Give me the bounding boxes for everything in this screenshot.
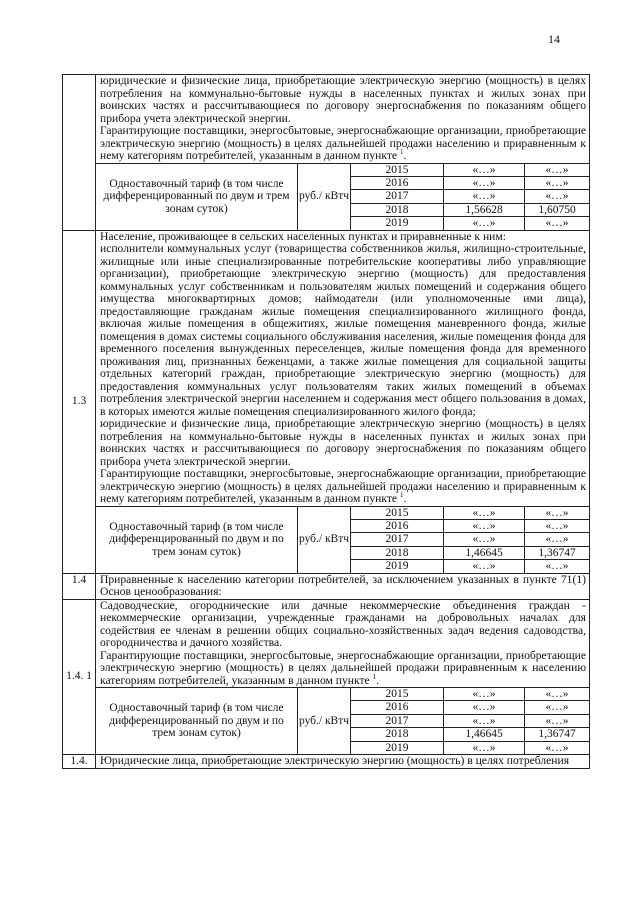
row-number: 1.4 bbox=[63, 573, 96, 599]
value-second-half: «…» bbox=[525, 190, 590, 203]
paragraph: юридические и физические лица, приобретающие электрическую энергию (мощность) в целях потребления на коммунально-бытовые нужды в населенных пунктах и жилых зонах при воинских частях и рассчитывающиеся по договору энергоснабжения по показаниям общего прибора учета электрической энергии. bbox=[100, 417, 586, 468]
value-first-half: 1,46645 bbox=[444, 728, 525, 741]
value-first-half: «…» bbox=[444, 176, 525, 189]
table-row bbox=[63, 75, 590, 231]
value-first-half: «…» bbox=[444, 741, 525, 754]
tariff-label: Одноставочный тариф (в том числе дифференцированный по двум и по трем зонам суток) bbox=[96, 506, 298, 573]
value-second-half: «…» bbox=[525, 701, 590, 714]
value-second-half: «…» bbox=[525, 714, 590, 727]
value-first-half: «…» bbox=[444, 163, 525, 176]
page-number: 14 bbox=[548, 32, 560, 46]
row-number: 1.4. 1 bbox=[63, 599, 96, 755]
tariff-label: Одноставочный тариф (в том числе дифференцированный по двум и по трем зонам суток) bbox=[96, 688, 298, 755]
value-second-half: «…» bbox=[525, 176, 590, 189]
year-cell: 2015 bbox=[351, 163, 444, 176]
row-number: 1.4. bbox=[63, 755, 96, 769]
year-cell: 2019 bbox=[351, 741, 444, 754]
tariff-unit: руб./ кВтч bbox=[298, 506, 351, 573]
value-second-half: «…» bbox=[525, 560, 590, 573]
row-content bbox=[96, 599, 590, 755]
year-cell: 2017 bbox=[351, 714, 444, 727]
paragraph: Юридические лица, приобретающие электрическую энергию (мощность) в целях потребления bbox=[100, 754, 570, 768]
year-cell: 2015 bbox=[351, 506, 444, 519]
year-cell: 2018 bbox=[351, 728, 444, 741]
row-number: 1.3 bbox=[63, 230, 96, 573]
value-first-half: «…» bbox=[444, 560, 525, 573]
paragraph: Садоводческие, огороднические или дачные некоммерческие объединения граждан - некоммерческие организации, учрежденные гражданами на добровольных началах для содействия ее членам в решении общих социально-хозяйственных задач ведения садоводства, огородничества и дачного хозяйства. bbox=[100, 598, 586, 650]
row-number bbox=[63, 75, 96, 231]
year-cell: 2018 bbox=[351, 203, 444, 216]
table-row bbox=[63, 573, 590, 599]
value-second-half: 1,60750 bbox=[525, 203, 590, 216]
tariff-table bbox=[96, 506, 589, 573]
value-first-half: «…» bbox=[444, 714, 525, 727]
year-cell: 2017 bbox=[351, 190, 444, 203]
paragraph: Гарантирующие поставщики, энергосбытовые, энергоснабжающие организации, приобретающие электрическую энергию (мощность) в целях дальнейшей продажи населению и приравненным к нему категориям потребителей, указанным в данном пункте $^1$. bbox=[100, 467, 586, 506]
value-first-half: «…» bbox=[444, 217, 525, 230]
value-first-half: 1,46645 bbox=[444, 546, 525, 559]
table-row bbox=[63, 230, 590, 573]
year-cell: 2019 bbox=[351, 560, 444, 573]
value-second-half: 1,36747 bbox=[525, 546, 590, 559]
tariff-document-table bbox=[62, 74, 590, 769]
value-first-half: «…» bbox=[444, 688, 525, 701]
tariff-table bbox=[96, 163, 589, 230]
value-first-half: «…» bbox=[444, 190, 525, 203]
value-second-half: «…» bbox=[525, 217, 590, 230]
tariff-table bbox=[96, 687, 589, 754]
value-second-half: «…» bbox=[525, 519, 590, 532]
value-first-half: «…» bbox=[444, 701, 525, 714]
value-second-half: 1,36747 bbox=[525, 728, 590, 741]
year-cell: 2016 bbox=[351, 176, 444, 189]
row-content bbox=[96, 75, 590, 231]
value-second-half: «…» bbox=[525, 163, 590, 176]
row-content bbox=[96, 573, 590, 599]
table-row bbox=[63, 599, 590, 755]
value-second-half: «…» bbox=[525, 688, 590, 701]
value-second-half: «…» bbox=[525, 533, 590, 546]
paragraph: Гарантирующие поставщики, энергосбытовые, энергоснабжающие организации, приобретающие электрическую энергию (мощность) в целях дальнейшей продажи населению и приравненным к нему категориям потребителей, указанным в данном пункте $^1$. bbox=[100, 124, 586, 162]
paragraph: юридические и физические лица, приобретающие электрическую энергию (мощность) в целях потребления на коммунально-бытовые нужды в населенных пунктах и жилых зонах при воинских частях и рассчитывающиеся по договору энергоснабжения по показаниям общего прибора учета электрической энергии. bbox=[100, 74, 586, 125]
year-cell: 2015 bbox=[351, 688, 444, 701]
footnote-ref: 1 bbox=[399, 148, 404, 157]
year-cell: 2018 bbox=[351, 546, 444, 559]
value-first-half: 1,56628 bbox=[444, 203, 525, 216]
row-content bbox=[96, 755, 590, 769]
value-first-half: «…» bbox=[444, 506, 525, 519]
year-cell: 2017 bbox=[351, 533, 444, 546]
year-cell: 2016 bbox=[351, 519, 444, 532]
tariff-unit: руб./ кВтч bbox=[298, 163, 351, 230]
table-row bbox=[63, 755, 590, 769]
footnote-ref: 1 bbox=[372, 672, 377, 681]
paragraph: исполнители коммунальных услуг (товарищества собственников жилья, жилищно-строительные, жилищные или иные специализированные потребительские кооперативы либо управляющие организации), приобретающие электрическую энергию (мощность) для предоставления коммунальных услуг собственникам и пользователям жилых помещений и содержания общего имущества многоквартирных домов; наймодатели (или уполномоченные ими лица), предоставляющие гражданам жилые помещения специализированного жилищного фонда, включая жилые помещения в общежитиях, жилые помещения маневренного фонда, жилые помещения в домах системы социального обслуживания населения, жилые помещения фонда для временного поселения вынужденных переселенцев, жилые помещения фонда для временного проживания лиц, признанных беженцами, а также жилые помещения для социальной защиты отдельных категорий граждан, приобретающие электрическую энергию (мощность) для предоставления коммунальных услуг пользователям таких жилых помещений в объемах потребления электрической энергии населением и содержания мест общего пользования в домах, в которых имеются жилые помещения специализированного жилого фонда; bbox=[100, 242, 586, 418]
year-cell: 2019 bbox=[351, 217, 444, 230]
value-second-half: «…» bbox=[525, 741, 590, 754]
value-second-half: «…» bbox=[525, 506, 590, 519]
paragraph: Гарантирующие поставщики, энергосбытовые, энергоснабжающие организации, приобретающие электрическую энергию (мощность) в целях дальнейшей продажи приравненным к населению категориям потребителей, указанным в данном пункте $^1$. bbox=[100, 648, 586, 687]
year-cell: 2016 bbox=[351, 701, 444, 714]
row-content bbox=[96, 230, 590, 573]
value-first-half: «…» bbox=[444, 533, 525, 546]
paragraph: Приравненные к населению категории потребителей, за исключением указанных в пункте 71(1) Основ ценообразования: bbox=[100, 572, 586, 599]
footnote-ref: 1 bbox=[399, 491, 404, 500]
tariff-unit: руб./ кВтч bbox=[298, 688, 351, 755]
tariff-label: Одноставочный тариф (в том числе дифференцированный по двум и трем зонам суток) bbox=[96, 163, 298, 230]
paragraph: Население, проживающее в сельских населенных пунктах и приравненные к ним: bbox=[100, 229, 506, 243]
value-first-half: «…» bbox=[444, 519, 525, 532]
